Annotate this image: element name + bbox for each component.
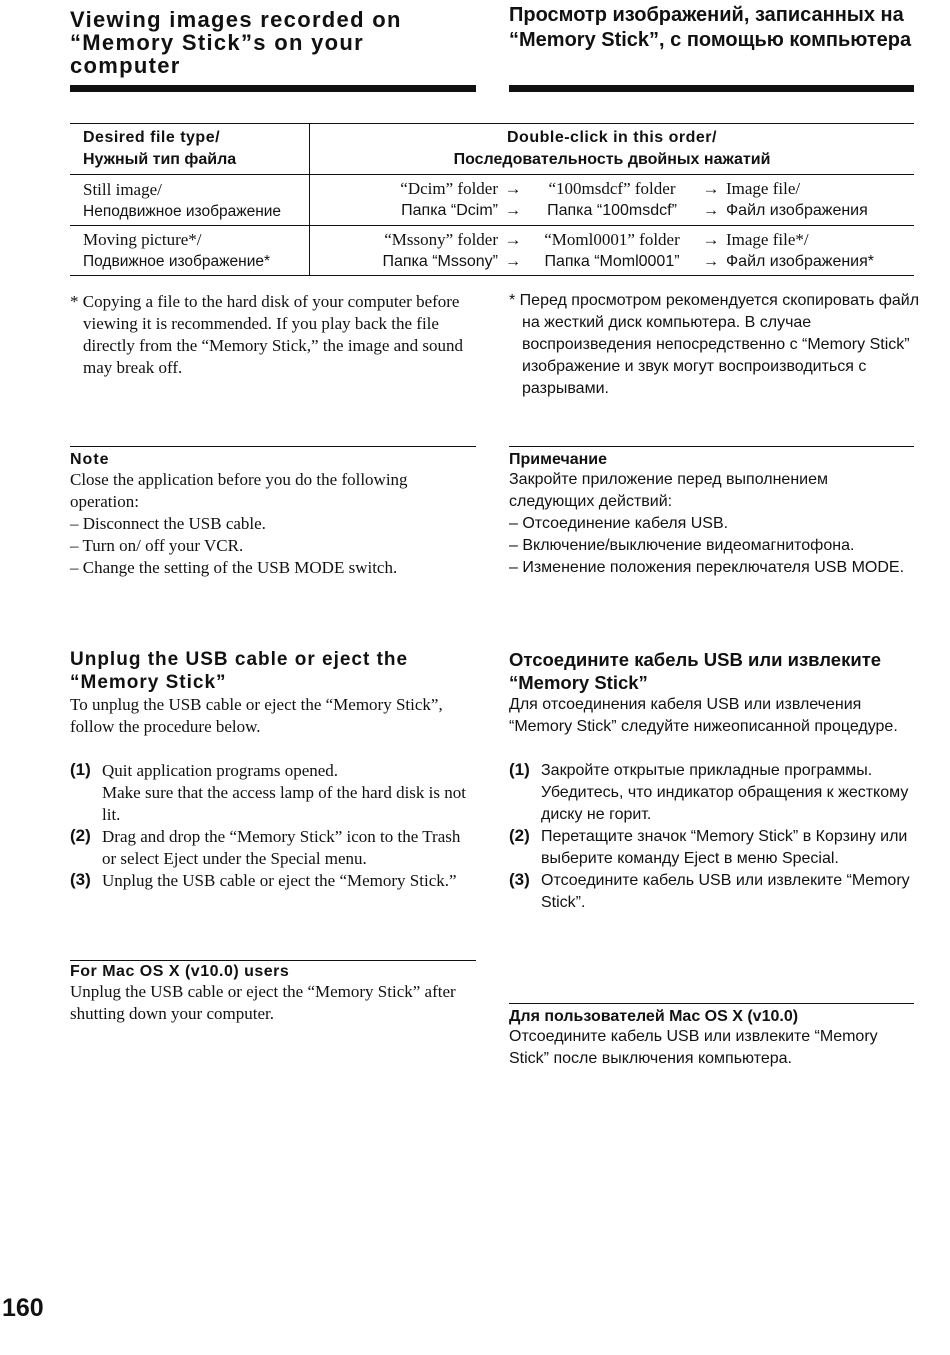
step-item	[70, 826, 470, 870]
path-step-2: “Moml0001” folder	[544, 229, 680, 249]
step-item	[509, 870, 914, 914]
step-number: (2)	[509, 826, 530, 845]
step-text: Отсоедините кабель USB или извлеките “Memory Stick”.	[541, 872, 910, 911]
unplug-section-en	[70, 648, 470, 892]
arrow-right-icon: →	[504, 179, 522, 198]
note-ru	[509, 451, 909, 579]
page-title-ru: Просмотр изображений, записанных на “Memory Stick”, с помощью компьютера	[509, 4, 912, 51]
step-text: Unplug the USB cable or eject the “Memory Stick.”	[102, 871, 457, 890]
macos-heading: Для пользователей Mac OS X (v10.0)	[509, 1008, 799, 1025]
section-intro: To unplug the USB cable or eject the “Memory Stick”, follow the procedure below.	[70, 695, 443, 736]
step-item	[70, 870, 470, 892]
footnote-en: * Copying a file to the hard disk of your computer before viewing it is recommended. If you play back the file directly from the “Memory Stick,” the image and sound may break off.	[70, 292, 464, 377]
arrow-right-icon: →	[505, 252, 521, 270]
table-row	[70, 226, 914, 276]
step-text: Закройте открытые прикладные программы.	[541, 762, 873, 779]
note-item: – Отсоединение кабеля USB.	[509, 515, 729, 532]
step-item	[509, 760, 914, 826]
path-step-2: “100msdcf” folder	[548, 179, 676, 198]
path-step-2: Папка “Moml0001”	[544, 252, 680, 270]
step-item	[70, 760, 470, 826]
section-heading: Отсоедините кабель USB или извлеките “Memory Stick”	[509, 649, 882, 693]
step-text: Quit application programs opened.	[102, 761, 339, 780]
path-ru	[310, 200, 914, 222]
note-intro: Закройте приложение перед выполнением следующих действий:	[509, 471, 828, 510]
page-title-en: Viewing images recorded on “Memory Stick”s on your computer	[70, 7, 402, 78]
file-type-ru: Подвижное изображение*	[83, 253, 271, 270]
order-cell	[310, 175, 915, 226]
arrow-right-icon: →	[702, 229, 720, 249]
step-item	[509, 826, 914, 870]
macos-section-ru	[509, 1008, 909, 1070]
path-step-3: Файл изображения*	[726, 252, 874, 270]
note-item: – Change the setting of the USB MODE switch.	[70, 558, 398, 577]
header-order-en: Double-click in this order/	[507, 129, 717, 146]
header-cell-file-type	[70, 124, 310, 175]
order-cell	[310, 226, 915, 276]
note-intro: Close the application before you do the following operation:	[70, 470, 408, 511]
file-type-table	[70, 123, 914, 276]
step-number: (3)	[509, 870, 530, 889]
footnote-ru: * Перед просмотром рекомендуется скопировать файл на жесткий диск компьютера. В случае воспроизведения непосредственно с “Memory Stick” изображение и звук могут воспроизводиться с разрывами.	[509, 292, 920, 397]
note-heading: Note	[70, 451, 110, 468]
note-heading: Примечание	[509, 451, 608, 468]
note-item: – Изменение положения переключателя USB MODE.	[509, 559, 905, 576]
note-item: – Disconnect the USB cable.	[70, 514, 266, 533]
path-step-1: Папка “Mssony”	[382, 252, 498, 270]
path-step-1: Папка “Dcim”	[401, 202, 498, 219]
arrow-right-icon: →	[505, 202, 521, 219]
note-rule-ru	[509, 446, 914, 447]
header-file-type-en: Desired file type/	[83, 129, 221, 146]
macos-heading: For Mac OS X (v10.0) users	[70, 963, 290, 980]
step-number: (3)	[70, 870, 91, 889]
step-text: Перетащите значок “Memory Stick” в Корзину или выберите команду Eject в меню Special.	[541, 828, 908, 867]
page-number: 160	[2, 1294, 44, 1322]
file-type-en: Moving picture*/	[83, 230, 202, 249]
step-text: Drag and drop the “Memory Stick” icon to the Trash or select Eject under the Special menu.	[102, 827, 461, 868]
file-type-cell	[70, 175, 310, 226]
macos-text: Unplug the USB cable or eject the “Memory Stick” after shutting down your computer.	[70, 982, 456, 1023]
file-type-en: Still image/	[83, 179, 162, 199]
step-text-2: Убедитесь, что индикатор обращения к жесткому диску не горит.	[541, 784, 909, 823]
arrow-right-icon: →	[703, 252, 719, 270]
title-rule-ru	[509, 85, 914, 92]
path-step-3: Image file*/	[726, 229, 809, 249]
header-file-type-ru: Нужный тип файла	[83, 151, 237, 168]
section-heading: Unplug the USB cable or eject the “Memory Stick”	[70, 649, 409, 693]
path-ru	[310, 251, 914, 273]
file-type-ru: Неподвижное изображение	[83, 202, 282, 220]
arrow-right-icon: →	[703, 202, 719, 219]
step-number: (1)	[70, 760, 91, 779]
note-rule-en	[70, 446, 476, 447]
header-cell-order	[310, 124, 915, 175]
note-en	[70, 451, 476, 579]
step-text-2: Make sure that the access lamp of the hard disk is not lit.	[102, 783, 466, 824]
note-item: – Turn on/ off your VCR.	[70, 536, 244, 555]
note-item: – Включение/выключение видеомагнитофона.	[509, 537, 855, 554]
path-step-1: “Dcim” folder	[400, 179, 498, 198]
path-en	[310, 229, 914, 251]
table-row	[70, 175, 914, 226]
file-type-cell	[70, 226, 310, 276]
section-intro: Для отсоединения кабеля USB или извлечения “Memory Stick” следуйте нижеописанной процедуре.	[509, 696, 898, 735]
macos-rule-en	[70, 960, 476, 961]
path-step-2: Папка “100msdcf”	[547, 202, 677, 219]
arrow-right-icon: →	[504, 229, 522, 249]
unplug-section-ru	[509, 648, 914, 914]
title-rule-en	[70, 85, 476, 92]
macos-rule-ru	[509, 1003, 914, 1004]
header-order-ru: Последовательность двойных нажатий	[453, 151, 771, 168]
macos-section-en	[70, 963, 470, 1025]
macos-text: Отсоедините кабель USB или извлеките “Memory Stick” после выключения компьютера.	[509, 1028, 878, 1067]
step-number: (1)	[509, 760, 530, 779]
arrow-right-icon: →	[702, 179, 720, 198]
path-step-1: “Mssony” folder	[384, 229, 498, 249]
step-number: (2)	[70, 826, 91, 845]
path-step-3: Image file/	[726, 179, 801, 198]
path-step-3: Файл изображения	[726, 202, 868, 219]
table-header-row	[70, 124, 914, 175]
path-en	[310, 178, 914, 200]
